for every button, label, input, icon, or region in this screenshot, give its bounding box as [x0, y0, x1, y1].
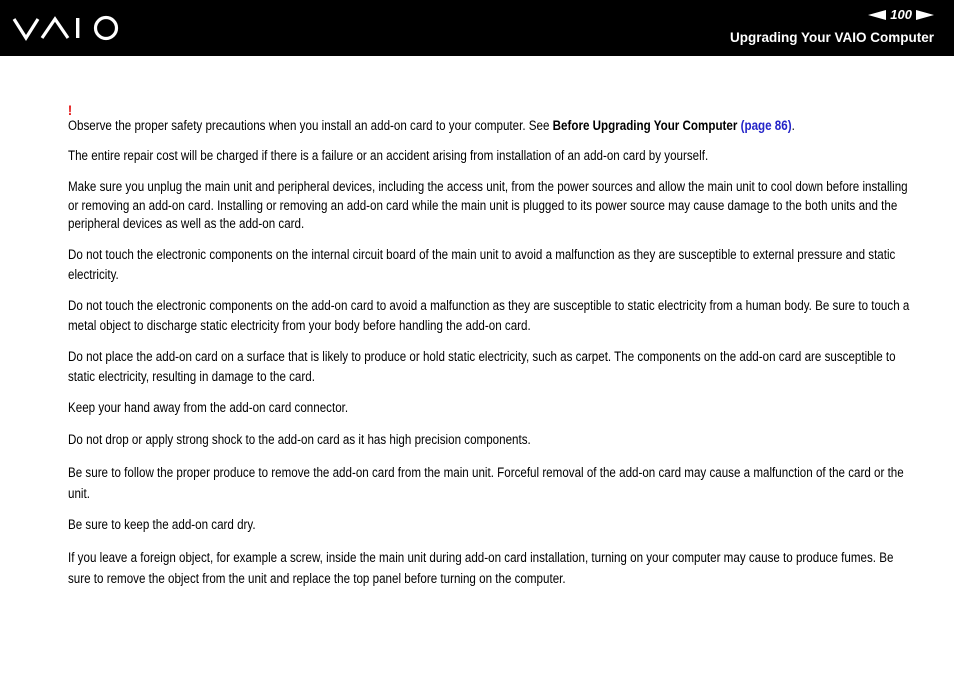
- page-link[interactable]: (page 86): [740, 118, 792, 133]
- page-header: [0, 0, 954, 56]
- paragraph-removal: Be sure to follow the proper produce to remove the add-on card from the main unit. Forceful removal of the add-on card may cause a malfunction of the card or the unit.: [68, 464, 904, 501]
- paragraph-safety-precautions: [68, 116, 916, 135]
- paragraph-connector: Keep your hand away from the add-on card connector.: [68, 399, 349, 415]
- paragraph-unplug: Make sure you unplug the main unit and peripheral devices, including the access unit, from the power sources and allow the main unit to cool down before installing or removing an add-on card. Installing or removing an add-on card while the main unit is plugged to its power source may cause damage to the both units and the peripheral devices as well as the add-on card.: [68, 179, 908, 231]
- vaio-logo-graphic: [12, 14, 120, 42]
- document-body: [68, 98, 916, 600]
- vaio-logo: [12, 14, 120, 47]
- paragraph-end: .: [791, 118, 795, 133]
- previous-page-arrow-icon[interactable]: [868, 10, 886, 20]
- next-page-arrow-icon[interactable]: [916, 10, 934, 20]
- page-number: 100: [890, 7, 912, 22]
- paragraph-repair-cost: The entire repair cost will be charged if there is a failure or an accident arising from installation of an add-on card by yourself.: [68, 148, 709, 163]
- paragraph-text: Observe the proper safety precautions when you install an add-on card to your computer. See: [68, 118, 553, 133]
- section-title: Upgrading Your VAIO Computer: [729, 30, 934, 45]
- paragraph-dry: Be sure to keep the add-on card dry.: [68, 516, 256, 532]
- paragraph-static-body: Do not touch the electronic components on the add-on card to avoid a malfunction as they are susceptible to static electricity from a human body. Be sure to touch a metal object to discharge static electricity from your body before handling the add-on card.: [68, 297, 910, 333]
- paragraph-foreign-object: If you leave a foreign object, for example a screw, inside the main unit during add-on card installation, turning on your computer may cause to produce fumes. Be sure to remove the object from the unit and replace the top panel before turning on the computer.: [68, 549, 894, 586]
- warning-icon: !: [68, 102, 73, 118]
- paragraph-internal-board: Do not touch the electronic components on the internal circuit board of the main unit to avoid a malfunction as they are susceptible to external pressure and static electricity.: [68, 246, 896, 282]
- reference-title: Before Upgrading Your Computer: [552, 118, 738, 133]
- paragraph-shock: Do not drop or apply strong shock to the add-on card as it has high precision components.: [68, 431, 531, 447]
- page-navigation: [868, 7, 934, 22]
- paragraph-surface: Do not place the add-on card on a surface that is likely to produce or hold static electricity, such as carpet. The components on the add-on card are susceptible to static electricity, resulting in damage to the card.: [68, 348, 896, 384]
